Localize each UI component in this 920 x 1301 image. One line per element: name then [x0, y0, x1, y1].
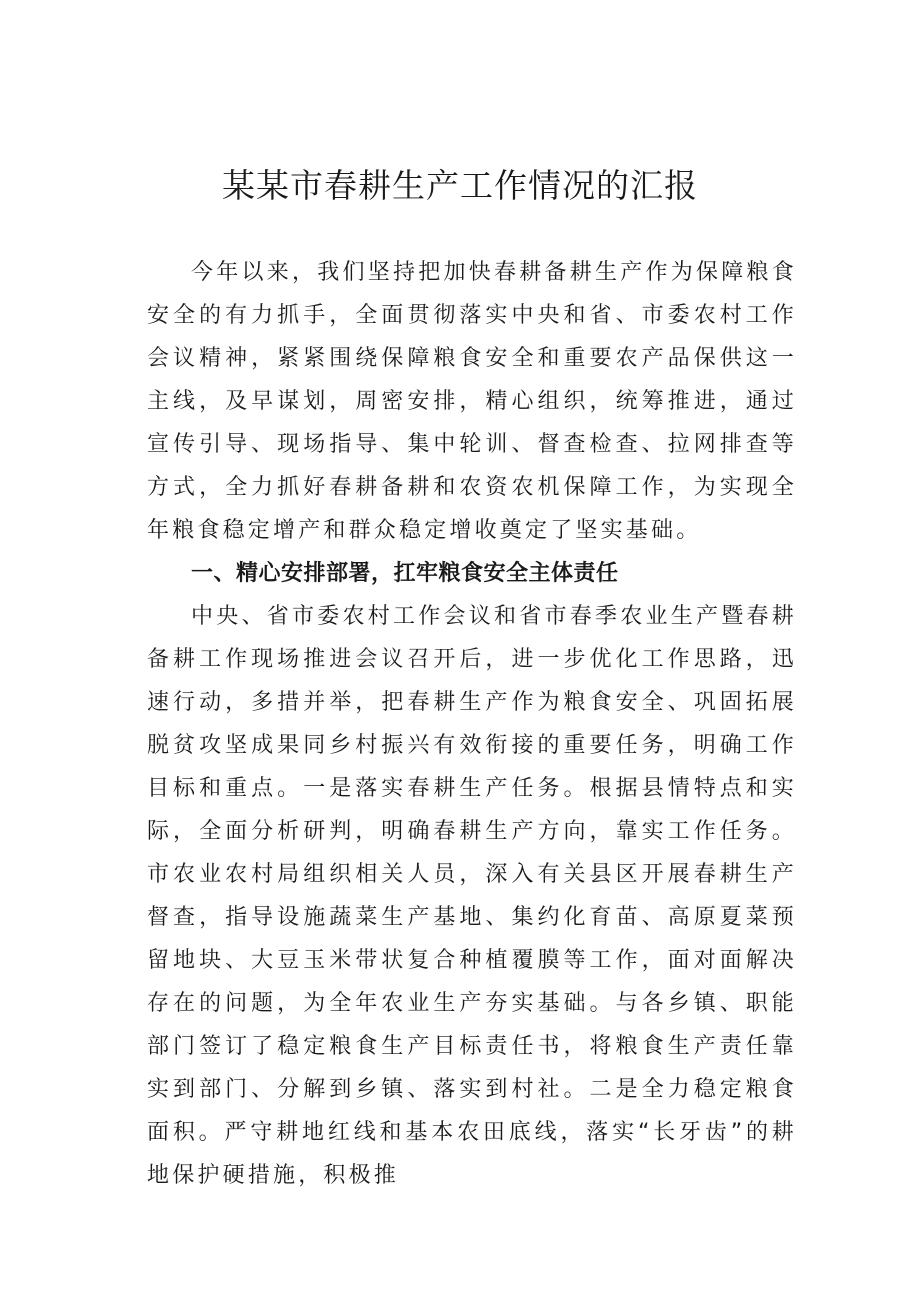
section-heading-1: 一、精心安排部署，扛牢粮食安全主体责任 — [191, 561, 619, 586]
document-title: 某某市春耕生产工作情况的汇报 — [222, 166, 698, 205]
document-body — [147, 251, 797, 1197]
section-1-paragraph: 中央、省市委农村工作会议和省市春季农业生产暨春耕备耕工作现场推进会议召开后，进一步优化工作思路，迅速行动，多措并举，把春耕生产作为粮食安全、巩固拓展脱贫攻坚成果同乡村振兴有效衔接的重要任务，明确工作目标和重点。一是落实春耕生产任务。根据县情特点和实际，全面分析研判，明确春耕生产方向，靠实工作任务。市农业农村局组织相关人员，深入有关县区开展春耕生产督查，指导设施蔬菜生产基地、集约化育苗、高原夏菜预留地块、大豆玉米带状复合种植覆膜等工作，面对面解决存在的问题，为全年农业生产夯实基础。与各乡镇、职能部门签订了稳定粮食生产目标责任书，将粮食生产责任靠实到部门、分解到乡镇、落实到村社。二是全力稳定粮食面积。严守耕地红线和基本农田底线，落实“长牙齿”的耕地保护硬措施，积极推 — [147, 604, 797, 1188]
intro-paragraph: 今年以来，我们坚持把加快春耕备耕生产作为保障粮食安全的有力抓手，全面贯彻落实中央和省、市委农村工作会议精神，紧紧围绕保障粮食安全和重要农产品保供这一主线，及早谋划，周密安排，精心组织，统筹推进，通过宣传引导、现场指导、集中轮训、督查检查、拉网排查等方式，全力抓好春耕备耕和农资农机保障工作，为实现全年粮食稳定增产和群众稳定增收奠定了坚实基础。 — [147, 260, 797, 543]
